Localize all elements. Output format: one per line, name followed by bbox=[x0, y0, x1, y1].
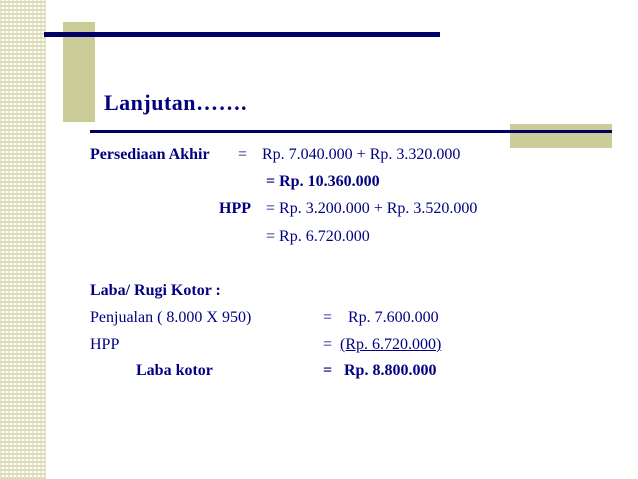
hpp-label: HPP bbox=[219, 200, 251, 217]
persediaan-result: = Rp. 10.360.000 bbox=[266, 173, 380, 190]
hpp-row-label: HPP bbox=[90, 336, 120, 353]
penjualan-value: Rp. 7.600.000 bbox=[348, 309, 439, 326]
laba-kotor-label: Laba kotor bbox=[136, 362, 213, 379]
checkered-side-strip bbox=[0, 0, 46, 479]
top-divider-line bbox=[44, 32, 440, 37]
hpp-row-equals: = bbox=[323, 336, 333, 353]
persediaan-formula: Rp. 7.040.000 + Rp. 3.320.000 bbox=[262, 146, 461, 163]
laba-kotor-equals: = bbox=[323, 362, 333, 379]
laba-rugi-heading: Laba/ Rugi Kotor : bbox=[90, 282, 221, 299]
hpp-row-value: (Rp. 6.720.000) bbox=[340, 336, 442, 353]
hpp-result: = Rp. 6.720.000 bbox=[266, 228, 370, 245]
title-divider-line bbox=[90, 130, 612, 133]
hpp-formula: = Rp. 3.200.000 + Rp. 3.520.000 bbox=[266, 200, 478, 217]
laba-kotor-value: Rp. 8.800.000 bbox=[344, 362, 437, 379]
penjualan-label: Penjualan ( 8.000 X 950) bbox=[90, 309, 252, 326]
accent-block-top bbox=[63, 22, 95, 122]
persediaan-label: Persediaan Akhir bbox=[90, 146, 210, 163]
slide-title: Lanjutan……. bbox=[104, 90, 248, 115]
penjualan-equals: = bbox=[323, 309, 333, 326]
accent-block-right bbox=[510, 124, 612, 148]
persediaan-equals: = bbox=[238, 146, 248, 163]
